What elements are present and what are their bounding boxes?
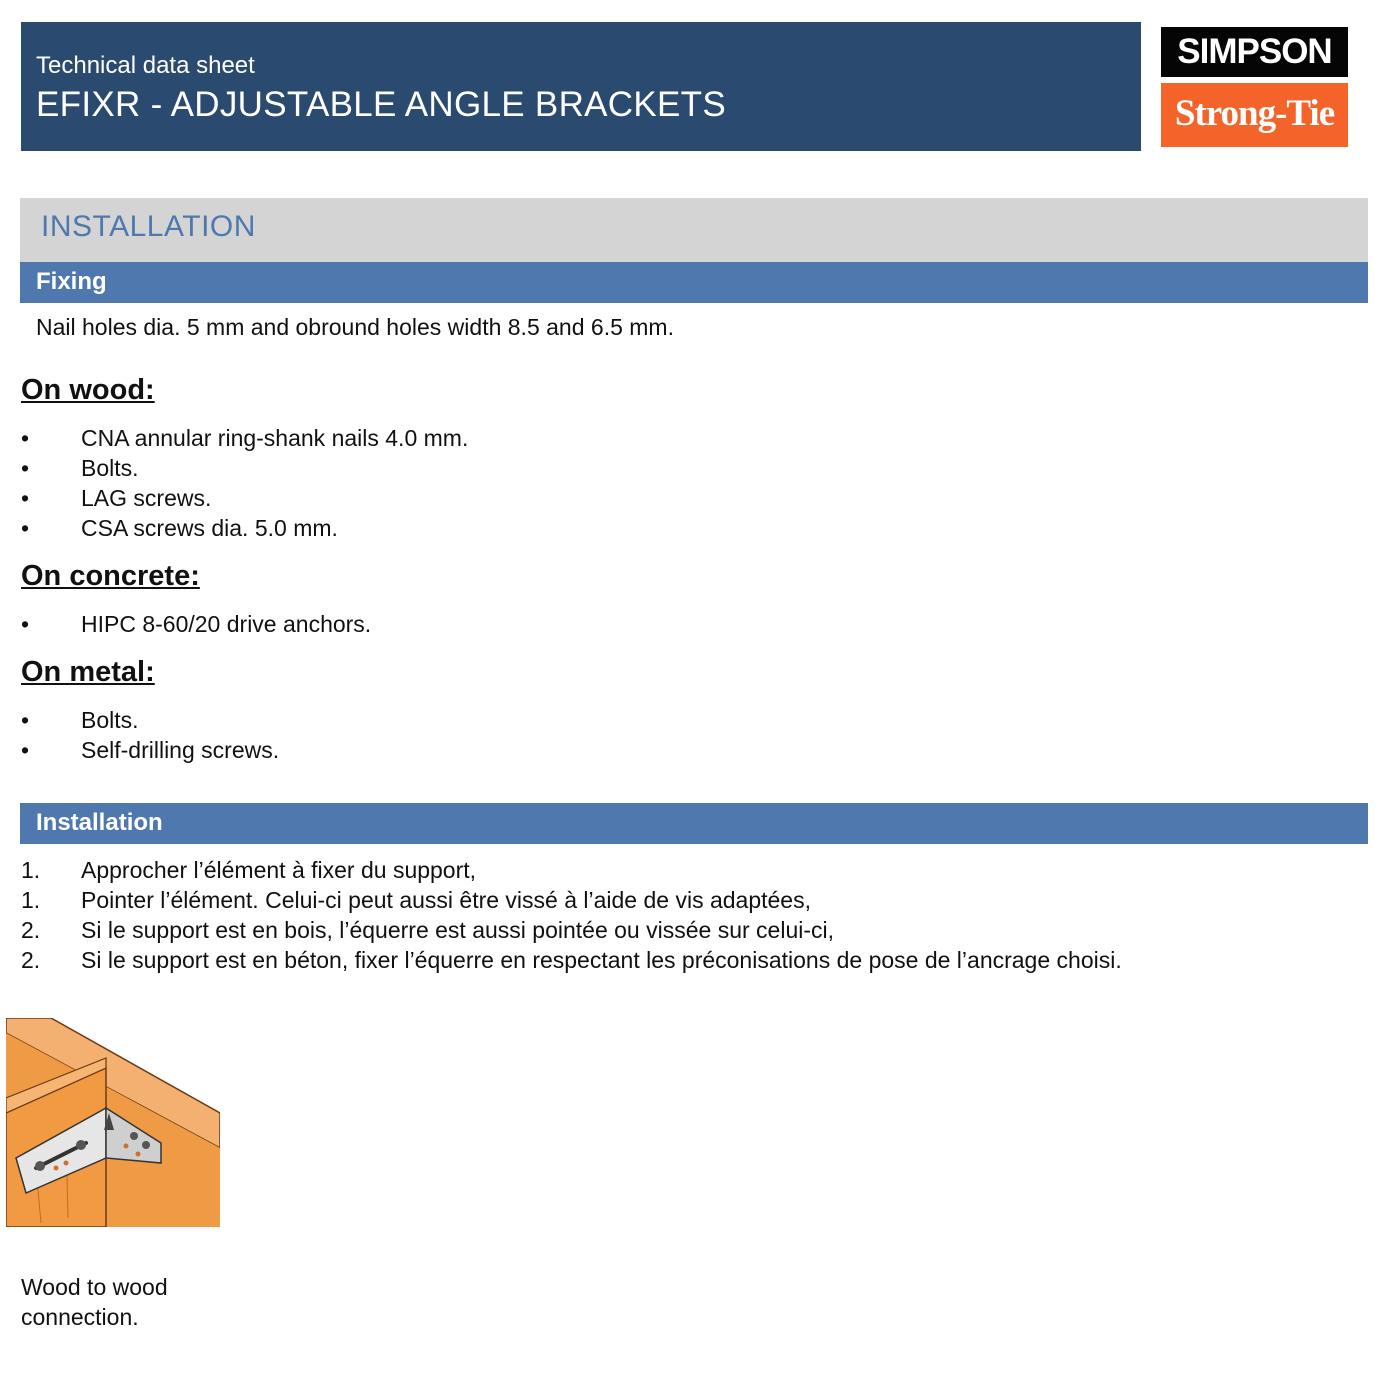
bullet-icon: •: [21, 455, 30, 481]
step-number: 2.: [21, 947, 41, 973]
step-number: 1.: [21, 887, 41, 913]
bullet-icon: •: [21, 707, 30, 733]
bullet-icon: •: [21, 425, 30, 451]
step-text: Pointer l’élément. Celui-ci peut aussi être vissé à l’aide de vis adaptées,: [81, 887, 811, 913]
bullet-icon: •: [21, 515, 30, 541]
document-title: EFIXR - ADJUSTABLE ANGLE BRACKETS: [36, 85, 726, 124]
section-header: [20, 198, 1368, 262]
concrete-heading: On concrete:: [21, 560, 200, 592]
step-text: Si le support est en béton, fixer l’équerre en respectant les préconisations de pose de l’ancrage choisi.: [81, 947, 1122, 973]
simpson-strong-tie-logo: [1161, 27, 1348, 147]
step-text: Approcher l’élément à fixer du support,: [81, 857, 477, 883]
wood-heading: On wood:: [21, 374, 155, 406]
metal-heading: On metal:: [21, 656, 155, 688]
list-item-text: Bolts.: [81, 455, 139, 481]
step-text: Si le support est en bois, l’équerre est aussi pointée ou vissée sur celui-ci,: [81, 917, 835, 943]
header-banner: [21, 22, 1141, 151]
installation-band: [20, 803, 1368, 844]
fixing-band: [20, 262, 1368, 303]
bullet-icon: •: [21, 737, 30, 763]
installation-label: Installation: [36, 809, 163, 836]
caption-line: Wood to wood: [21, 1274, 168, 1300]
caption-line: connection.: [21, 1304, 139, 1330]
fixing-label: Fixing: [36, 268, 107, 295]
list-item-text: HIPC 8-60/20 drive anchors.: [81, 611, 372, 637]
logo-top-text: SIMPSON: [1161, 27, 1348, 77]
list-item-text: CSA screws dia. 5.0 mm.: [81, 515, 338, 541]
bullet-icon: •: [21, 485, 30, 511]
logo-bottom-text: Strong-Tie: [1161, 83, 1348, 147]
wood-to-wood-illustration: [6, 1018, 220, 1227]
step-number: 2.: [21, 917, 41, 943]
list-item-text: Bolts.: [81, 707, 139, 733]
list-item-text: Self-drilling screws.: [81, 737, 280, 763]
document-type: Technical data sheet: [36, 52, 255, 79]
step-number: 1.: [21, 857, 41, 883]
fixing-description: Nail holes dia. 5 mm and obround holes width 8.5 and 6.5 mm.: [36, 314, 674, 340]
list-item-text: LAG screws.: [81, 485, 212, 511]
figure-caption: [21, 1272, 168, 1332]
bullet-icon: •: [21, 611, 30, 637]
list-item-text: CNA annular ring-shank nails 4.0 mm.: [81, 425, 469, 451]
section-title: INSTALLATION: [41, 210, 256, 243]
